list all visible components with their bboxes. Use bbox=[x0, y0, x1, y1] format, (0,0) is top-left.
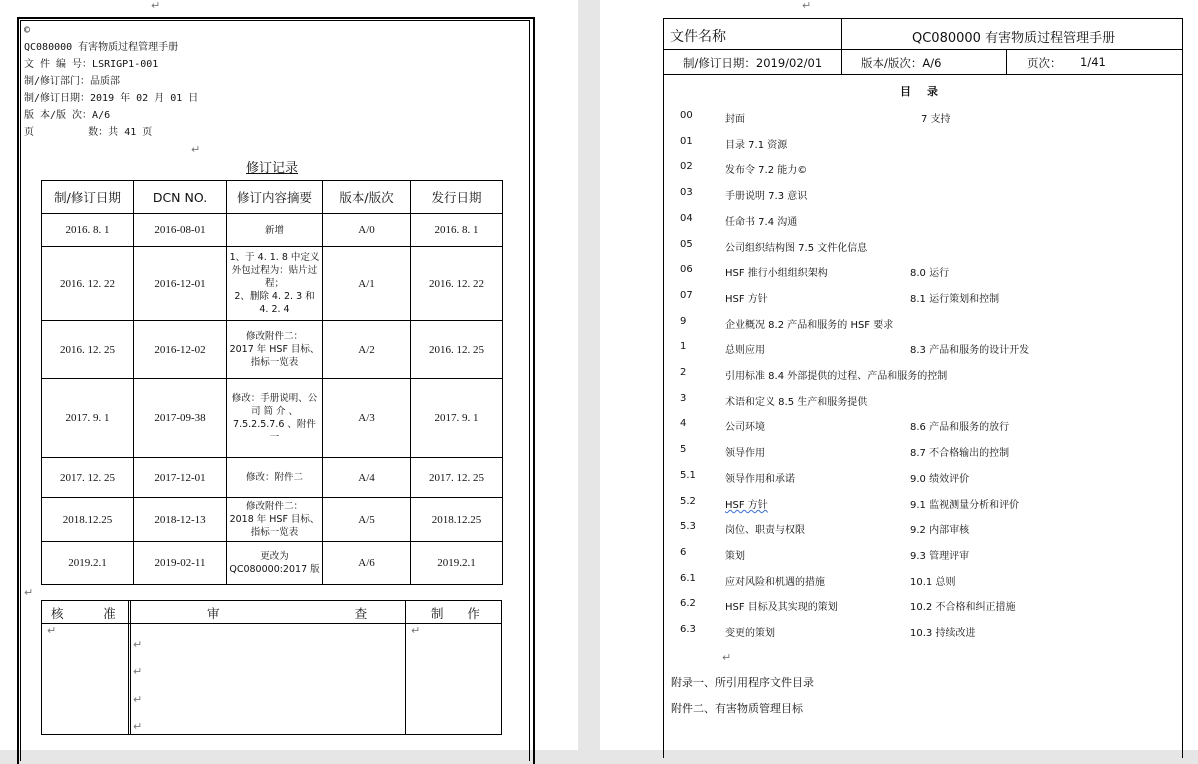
header-date: 制/修订日期：2019/02/01 bbox=[683, 56, 823, 70]
manual-title: QC080000 有害物质过程管理手册 bbox=[24, 42, 179, 53]
summary-cell: 新增 bbox=[264, 224, 284, 236]
dcn-cell: 2017-12-01 bbox=[154, 471, 206, 484]
revision-date-cell: 2017. 9. 1 bbox=[65, 412, 110, 424]
toc-number: 6 bbox=[680, 547, 687, 558]
table-header-4: 发行日期 bbox=[431, 190, 482, 205]
toc-entry[interactable]: 岗位、职责与权限 bbox=[725, 525, 805, 536]
toc-entry-right[interactable]: 9.3 管理评审 bbox=[910, 551, 970, 562]
toc-title: 目录 bbox=[900, 85, 954, 98]
approve-label: 核 准 bbox=[51, 606, 116, 621]
toc-number: 5.1 bbox=[680, 470, 696, 481]
issue-date-cell: 2017. 12. 25 bbox=[429, 471, 484, 484]
paragraph-mark bbox=[151, 0, 160, 12]
paragraph-mark bbox=[722, 651, 731, 664]
header-version: 版本/版次：A/6 bbox=[861, 56, 942, 70]
issue-date-cell: 2018.12.25 bbox=[431, 513, 482, 526]
toc-entry-right[interactable]: 9.1 监视测量分析和评价 bbox=[910, 500, 1020, 511]
toc-entry-right[interactable]: 10.3 持续改进 bbox=[910, 628, 976, 639]
toc-entry[interactable]: 任命书 7.4 沟通 bbox=[725, 217, 798, 228]
toc-entry[interactable]: 总则应用 bbox=[725, 345, 765, 356]
toc-entry[interactable]: 领导作用和承诺 bbox=[725, 474, 795, 485]
summary-cell: 修改附件二： 2018 年 HSF 目标、指标一览表 bbox=[229, 501, 320, 538]
summary-cell: 1、于 4. 1. 8 中定义外包过程为：贴片过程； 2、删除 4. 2. 3 和 4. 2. 4 bbox=[229, 252, 320, 315]
summary-cell: 修改：附件二 bbox=[245, 472, 303, 483]
dcn-cell: 2018-12-13 bbox=[154, 513, 206, 526]
revision-date-cell: 2016. 8. 1 bbox=[65, 224, 110, 236]
version: 版 本/版 次：A/6 bbox=[24, 110, 111, 121]
toc-number: 04 bbox=[680, 213, 693, 224]
dcn-cell: 2016-12-01 bbox=[154, 277, 206, 290]
copyright-symbol: © bbox=[24, 25, 31, 36]
table-header-0: 制/修订日期 bbox=[54, 190, 121, 205]
toc-entry[interactable]: 领导作用 bbox=[725, 448, 765, 459]
version-cell: A/5 bbox=[358, 513, 375, 526]
summary-cell: 修改：手册说明、公 司 简 介 、7.5.2.5.7.6 、附件一 bbox=[231, 393, 318, 443]
page-value: 1/41 bbox=[1080, 55, 1106, 69]
toc-entry[interactable]: 企业概况 8.2 产品和服务的 HSF 要求 bbox=[725, 320, 894, 331]
toc-number: 03 bbox=[680, 187, 693, 198]
toc-entry-right[interactable]: 9.0 绩效评价 bbox=[910, 474, 970, 485]
toc-entry-right[interactable]: 10.1 总则 bbox=[910, 577, 956, 588]
toc-entry[interactable]: 变更的策划 bbox=[725, 628, 775, 639]
toc-entry[interactable]: 策划 bbox=[725, 551, 745, 562]
version-cell: A/3 bbox=[358, 412, 375, 424]
dcn-cell: 2016-08-01 bbox=[154, 224, 206, 236]
toc-number: 5.2 bbox=[680, 496, 696, 507]
review-label: 审 查 bbox=[207, 606, 368, 621]
department: 制/修订部门：品质部 bbox=[24, 76, 121, 87]
appendix-2[interactable]: 附件二、有害物质管理目标 bbox=[671, 702, 803, 715]
toc-number: 6.3 bbox=[680, 624, 696, 635]
revision-date-cell: 2018.12.25 bbox=[62, 513, 113, 526]
revision-date-cell: 2019.2.1 bbox=[68, 557, 107, 569]
page-count: 页 数：共 41 页 bbox=[24, 127, 153, 138]
toc-entry[interactable]: HSF 方针 bbox=[725, 294, 768, 305]
doc-number: 文 件 编 号：LSRIGP1-001 bbox=[24, 59, 159, 70]
toc-number: 6.2 bbox=[680, 598, 696, 609]
toc-entry[interactable]: 应对风险和机遇的措施 bbox=[725, 577, 825, 588]
revision-record-title: 修订记录 bbox=[246, 161, 299, 176]
toc-entry-right[interactable]: 10.2 不合格和纠正措施 bbox=[910, 602, 1016, 613]
toc-entry-right[interactable]: 8.3 产品和服务的设计开发 bbox=[910, 345, 1030, 356]
summary-cell: 修改附件二： 2017 年 HSF 目标、指标一览表 bbox=[229, 331, 320, 368]
issue-date-cell: 2017. 9. 1 bbox=[434, 412, 479, 424]
toc-number: 07 bbox=[680, 290, 693, 301]
toc-entry[interactable]: HSF 推行小组组织架构 bbox=[725, 268, 828, 279]
issue-date-cell: 2016. 12. 22 bbox=[429, 277, 484, 290]
toc-entry-right[interactable]: 8.6 产品和服务的放行 bbox=[910, 422, 1010, 433]
toc-number: 5.3 bbox=[680, 521, 696, 532]
toc-entry[interactable]: HSF 目标及其实现的策划 bbox=[725, 602, 838, 613]
toc-entry[interactable]: 公司环境 bbox=[725, 422, 765, 433]
table-header-3: 版本/版次 bbox=[339, 190, 394, 205]
prepare-label: 制 作 bbox=[431, 606, 480, 621]
toc-entry[interactable]: 引用标准 8.4 外部提供的过程、产品和服务的控制 bbox=[725, 371, 948, 382]
toc-number: 01 bbox=[680, 136, 693, 147]
file-name-label: 文件名称 bbox=[670, 29, 726, 45]
toc-entry[interactable]: 封面 bbox=[725, 114, 745, 125]
file-name-value: QC080000 有害物质过程管理手册 bbox=[912, 31, 1116, 46]
toc-entry-right[interactable]: 7 支持 bbox=[921, 114, 951, 125]
toc-page-frame bbox=[663, 18, 1183, 758]
toc-entry[interactable]: 手册说明 7.3 意识 bbox=[725, 191, 808, 202]
dcn-cell: 2017-09-38 bbox=[154, 412, 206, 424]
toc-number: 5 bbox=[680, 444, 687, 455]
toc-number: 1 bbox=[680, 341, 687, 352]
paragraph-mark bbox=[802, 0, 811, 12]
toc-entry[interactable]: HSF 方针 bbox=[725, 500, 768, 511]
paragraph-mark bbox=[191, 143, 200, 156]
revision-date-cell: 2016. 12. 22 bbox=[60, 277, 115, 290]
toc-number: 02 bbox=[680, 161, 693, 172]
toc-number: 06 bbox=[680, 264, 693, 275]
toc-entry[interactable]: 术语和定义 8.5 生产和服务提供 bbox=[725, 397, 868, 408]
toc-entry-right[interactable]: 8.0 运行 bbox=[910, 268, 950, 279]
toc-number: 05 bbox=[680, 239, 693, 250]
toc-entry-right[interactable]: 8.1 运行策划和控制 bbox=[910, 294, 1000, 305]
toc-number: 4 bbox=[680, 418, 687, 429]
version-cell: A/4 bbox=[358, 471, 375, 484]
table-header-1: DCN NO. bbox=[152, 189, 208, 205]
toc-number: 6.1 bbox=[680, 573, 696, 584]
version-cell: A/0 bbox=[358, 224, 375, 236]
toc-entry-right[interactable]: 8.7 不合格输出的控制 bbox=[910, 448, 1010, 459]
issue-date-cell: 2016. 8. 1 bbox=[434, 224, 479, 236]
toc-entry[interactable]: 发布令 7.2 能力© bbox=[725, 165, 808, 176]
revision-date-cell: 2017. 12. 25 bbox=[60, 471, 115, 484]
toc-number: 00 bbox=[680, 110, 693, 121]
issue-date-cell: 2019.2.1 bbox=[437, 557, 476, 569]
version-cell: A/2 bbox=[358, 343, 375, 356]
issue-date-cell: 2016. 12. 25 bbox=[429, 343, 484, 356]
toc-entry-right[interactable]: 9.2 内部审核 bbox=[910, 525, 970, 536]
toc-number: 2 bbox=[680, 367, 687, 378]
dcn-cell: 2016-12-02 bbox=[154, 343, 206, 356]
toc-number: 3 bbox=[680, 393, 687, 404]
version-cell: A/1 bbox=[358, 277, 375, 290]
revision-date: 制/修订日期：2019 年 02 月 01 日 bbox=[24, 93, 199, 104]
toc-entry[interactable]: 目录 7.1 资源 bbox=[725, 140, 788, 151]
toc-number: 9 bbox=[680, 316, 687, 327]
table-header-2: 修订内容摘要 bbox=[236, 190, 312, 205]
dcn-cell: 2019-02-11 bbox=[154, 557, 206, 569]
appendix-1[interactable]: 附录一、所引用程序文件目录 bbox=[671, 676, 814, 689]
version-cell: A/6 bbox=[358, 557, 375, 569]
toc-entry[interactable]: 公司组织结构图 7.5 文件化信息 bbox=[725, 243, 868, 254]
summary-cell: 更改为QC080000:2017 版 bbox=[229, 551, 320, 575]
page-label: 页次： bbox=[1027, 56, 1062, 70]
revision-date-cell: 2016. 12. 25 bbox=[60, 343, 115, 356]
